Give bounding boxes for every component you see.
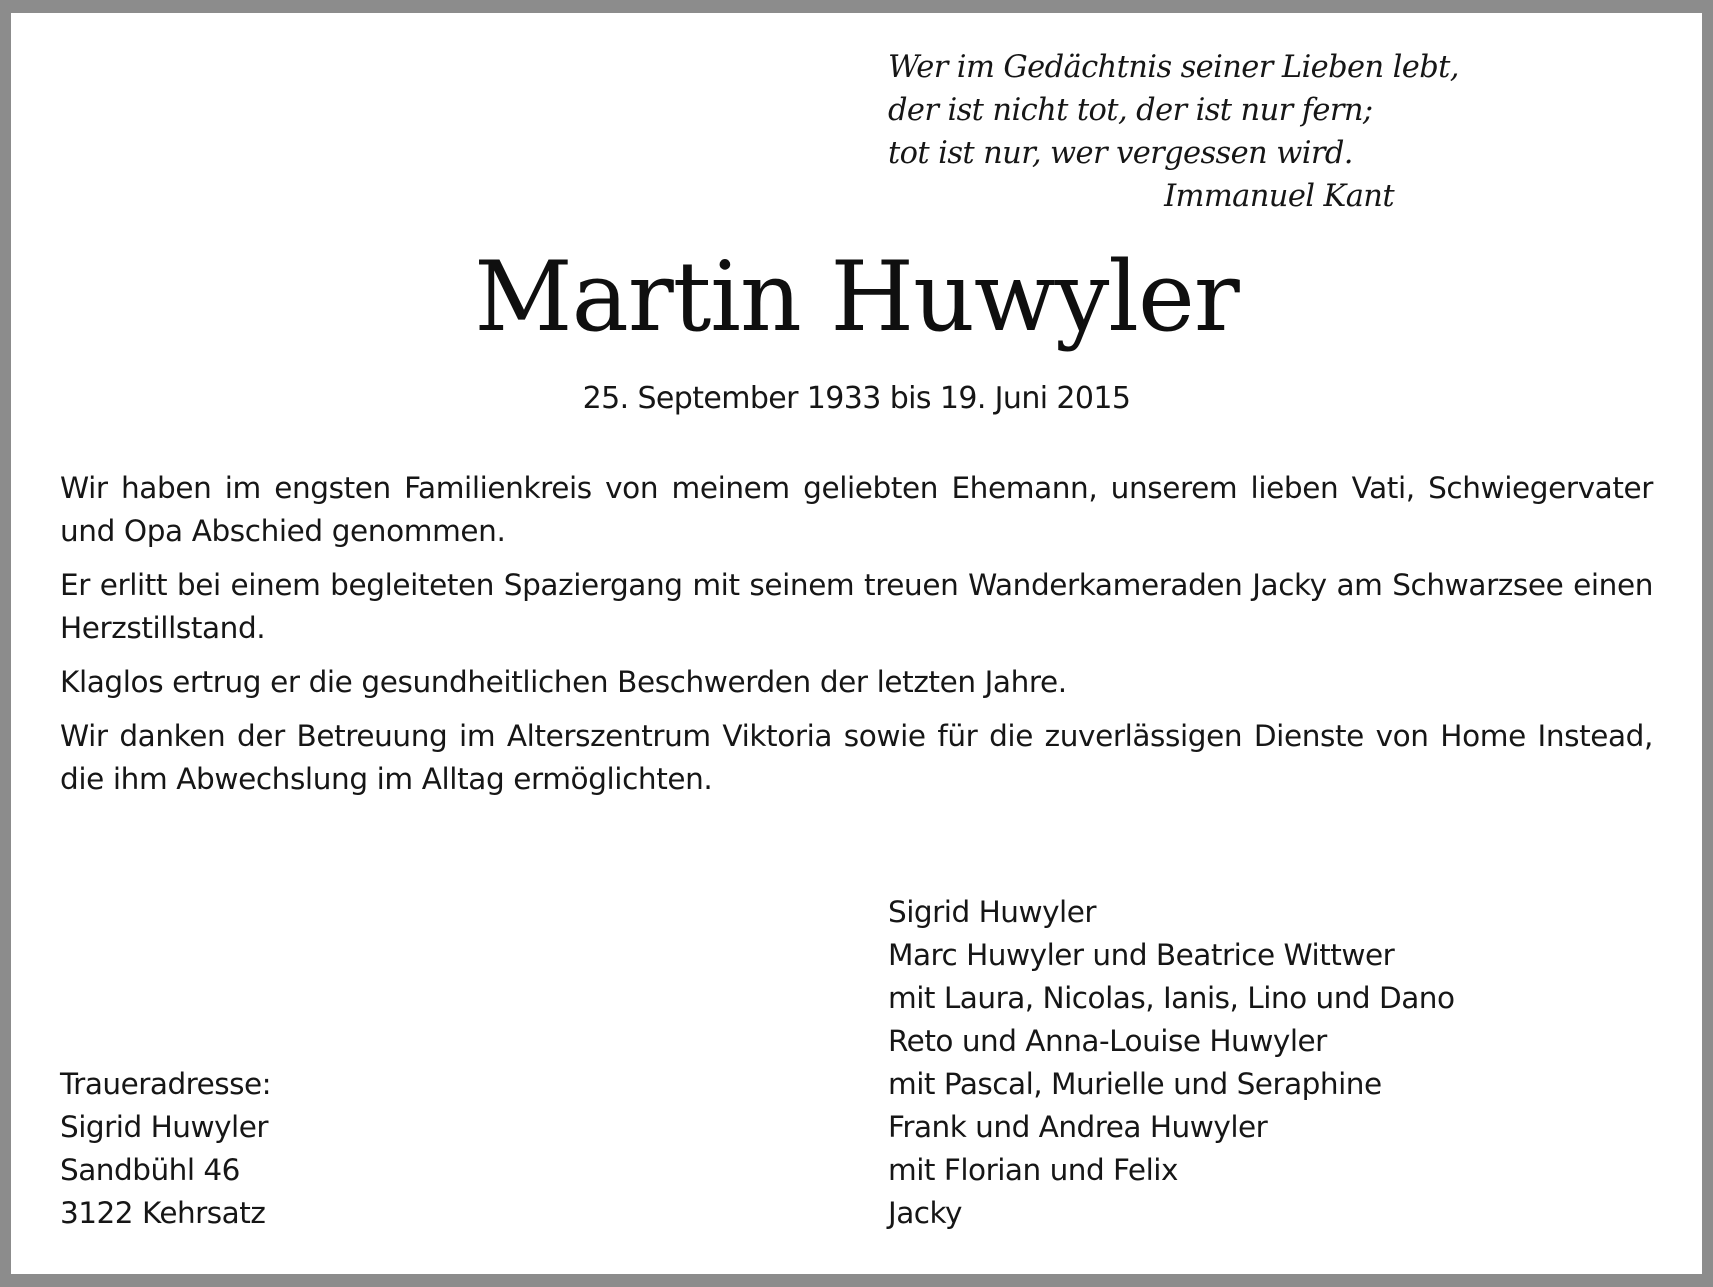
body-paragraph: Er erlitt bei einem begleiteten Spaziergang mit seinem treuen Wanderkameraden Jacky am Schwarzsee einen Herzstillstand. [60, 568, 1653, 645]
body-paragraph: Wir haben im engsten Familienkreis von meinem geliebten Ehemann, unserem lieben Vati, Schwiegervater und Opa Abschied genommen. [60, 471, 1653, 548]
mourner-line: Jacky [888, 1196, 962, 1230]
obituary-body [60, 467, 1653, 812]
mourner-line: mit Pascal, Murielle und Seraphine [888, 1067, 1382, 1101]
epigraph-quote [888, 46, 1459, 218]
body-paragraph: Klaglos ertrug er die gesundheitlichen Beschwerden der letzten Jahre. [60, 665, 1067, 699]
address-line: Sandbühl 46 [60, 1153, 240, 1187]
body-paragraph: Wir danken der Betreuung im Alterszentrum Viktoria sowie für die zuverlässigen Dienste von Home Instead, die ihm Abwechslung im Alltag ermöglichten. [60, 719, 1653, 796]
address-line: 3122 Kehrsatz [60, 1196, 266, 1230]
mourner-line: Sigrid Huwyler [888, 895, 1097, 929]
mourner-line: Reto und Anna-Louise Huwyler [888, 1024, 1327, 1058]
mourning-address [60, 1063, 560, 1235]
mourner-line: Marc Huwyler und Beatrice Wittwer [888, 938, 1395, 972]
quote-line: tot ist nur, wer vergessen wird. [888, 136, 1353, 171]
quote-line: der ist nicht tot, der ist nur fern; [888, 93, 1373, 128]
deceased-name: Martin Huwyler [474, 241, 1239, 353]
mourners-list [888, 891, 1588, 1235]
mourner-line: Frank und Andrea Huwyler [888, 1110, 1268, 1144]
address-line: Sigrid Huwyler [60, 1110, 269, 1144]
life-dates: 25. September 1933 bis 19. Juni 2015 [582, 381, 1131, 416]
mourner-line: mit Florian und Felix [888, 1153, 1178, 1187]
address-heading: Traueradresse: [60, 1067, 272, 1101]
quote-author: Immanuel Kant [1164, 179, 1394, 214]
mourner-line: mit Laura, Nicolas, Ianis, Lino und Dano [888, 981, 1455, 1015]
quote-line: Wer im Gedächtnis seiner Lieben lebt, [888, 50, 1459, 85]
